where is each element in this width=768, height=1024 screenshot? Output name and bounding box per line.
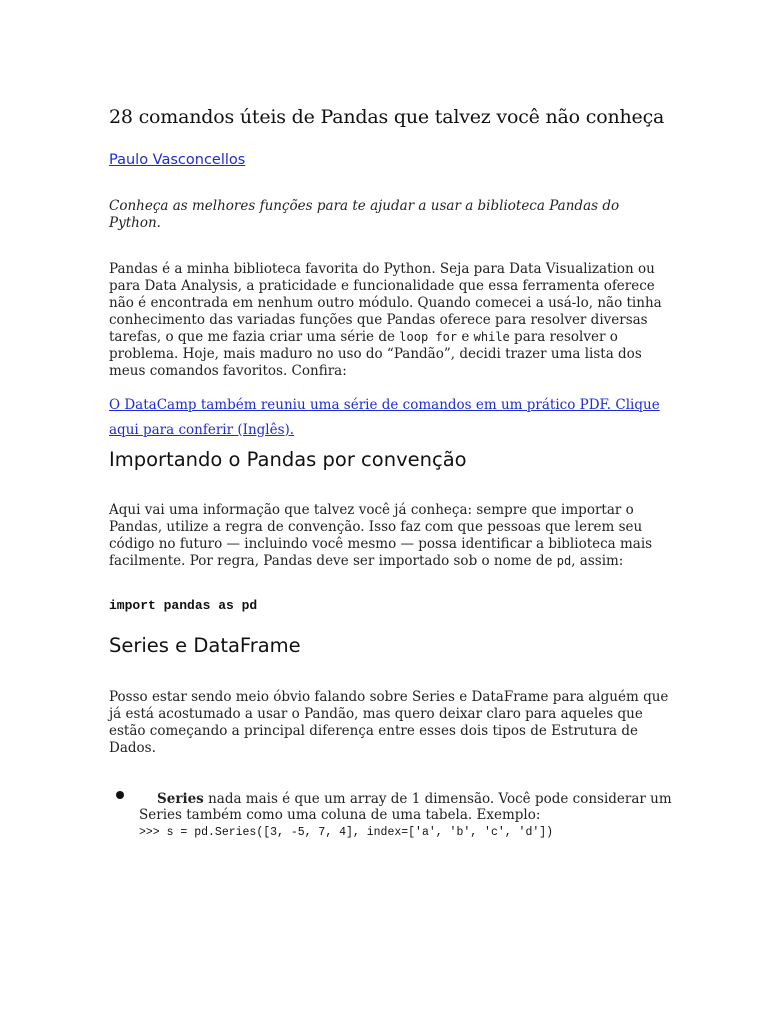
convention-text-after: , assim: [571, 553, 624, 569]
section-heading-importando: Importando o Pandas por convenção [109, 448, 467, 471]
list-item-series [139, 791, 679, 841]
article-lede: Conheça as melhores funções para te ajudar a usar a biblioteca Pandas do Python. [109, 198, 620, 231]
inline-code-while: while [473, 330, 510, 344]
inline-code-loop-for: loop for [399, 330, 458, 344]
intro-text-mid: e [457, 329, 474, 345]
intro-text-after: para resolver o problema. Hoje, mais maduro no uso do “Pandão”, decidi trazer uma lista dos meus comandos favoritos. Confira: [109, 329, 642, 379]
series-term: Series [157, 791, 204, 807]
import-code-block: import pandas as pd [109, 598, 258, 613]
convention-paragraph [109, 502, 669, 570]
intro-text-before: Pandas é a minha biblioteca favorita do Python. Seja para Data Visualization ou para Data Analysis, a praticidade e funcionalidade que essa ferramenta oferece não é encontrada em nenhum outro módulo. Quando comecei a usá-lo, não tinha conhecimento das variadas funções que Pandas oferece para resolver diversas tarefas, o que me fazia criar uma série de [109, 261, 662, 345]
section-heading-series-dataframe: Series e DataFrame [109, 634, 301, 657]
intro-paragraph [109, 261, 669, 380]
datacamp-link[interactable]: O DataCamp também reuniu uma série de comandos em um prático PDF. Clique aqui para conferir (Inglês). [109, 397, 660, 438]
author-link[interactable]: Paulo Vasconcellos [109, 152, 246, 168]
inline-code-pd: pd [556, 554, 572, 568]
series-code-example: >>> s = pd.Series([3, -5, 7, 4], index=['a', 'b', 'c', 'd']) [139, 826, 554, 839]
bullet-icon [116, 791, 124, 799]
series-description: nada mais é que um array de 1 dimensão. Você pode considerar um Series também como uma coluna de uma tabela. Exemplo: [139, 791, 672, 823]
series-dataframe-paragraph: Posso estar sendo meio óbvio falando sobre Series e DataFrame para alguém que já está acostumado a usar o Pandão, mas quero deixar claro para aqueles que estão começando a principal diferença entre esses dois tipos de Estrutura de Dados. [109, 689, 669, 756]
convention-text-before: Aqui vai uma informação que talvez você já conheça: sempre que importar o Pandas, utilize a regra de convenção. Isso faz com que pessoas que lerem seu código no futuro — incluindo você mesmo — possa identificar a biblioteca mais facilmente. Por regra, Pandas deve ser importado sob o nome de [109, 502, 653, 569]
article-title: 28 comandos úteis de Pandas que talvez você não conheça [109, 106, 665, 128]
